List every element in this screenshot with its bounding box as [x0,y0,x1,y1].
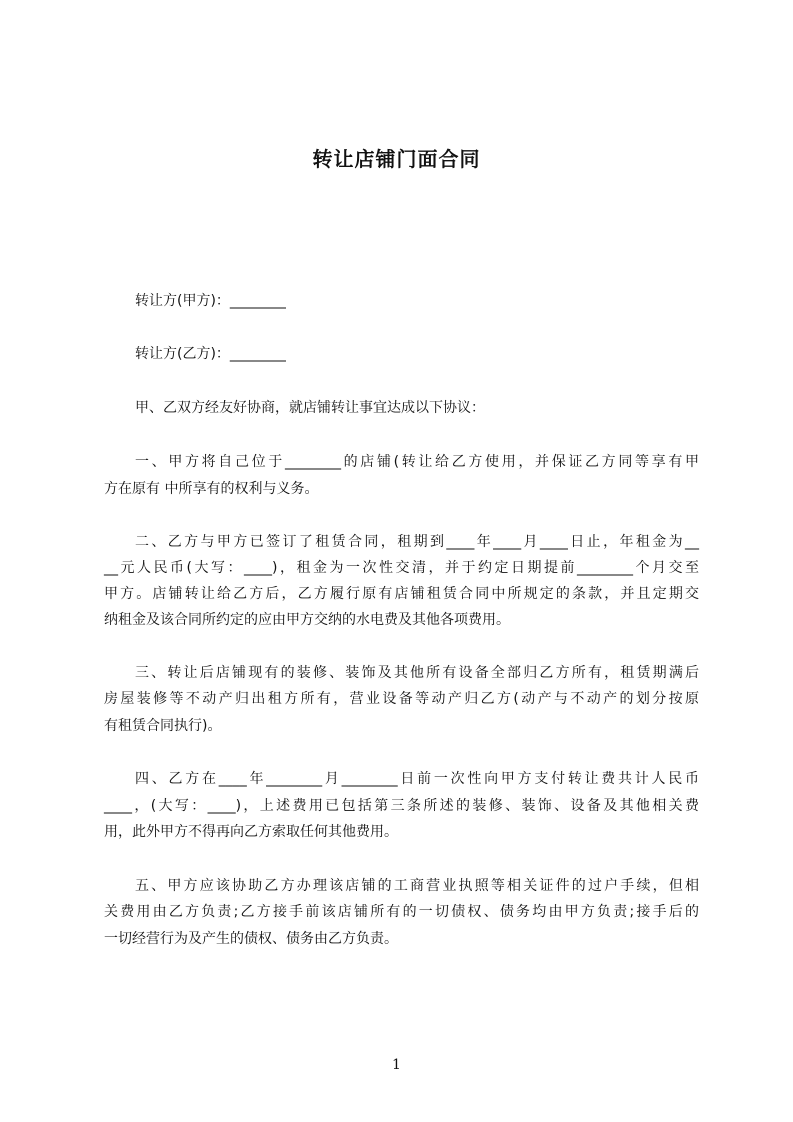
clause-2-line-1: 二、乙方与甲方已签订了租赁合同，租期到____年____月____日止，年租金为__ [135,534,699,550]
party-a-line: 转让方(甲方)：________ [135,293,286,309]
clause-1-line-1: 一、甲方将自己位于________的店铺(转让给乙方使用，并保证乙方同等享有甲 [135,454,699,470]
clause-4-line-1: 四、乙方在____年________月________日前一次性向甲方支付转让费共计人民币 [135,771,699,787]
clause-2-line-2: __元人民币(大写：____)，租金为一次性交清，并于约定日期提前________个月交至 [104,560,699,576]
clause-5-line-2: 关费用由乙方负责;乙方接手前该店铺所有的一切债权、债务均由甲方负责;接手后的 [104,904,699,920]
clause-3-line-2: 房屋装修等不动产归出租方所有，营业设备等动产归乙方(动产与不动产的划分按原 [104,691,699,707]
clause-3-line-1: 三、转让后店铺现有的装修、装饰及其他所有设备全部归乙方所有，租赁期满后 [135,665,699,681]
clause-2-line-3: 甲方。店铺转让给乙方后，乙方履行原有店铺租赁合同中所规定的条款，并且定期交 [104,586,699,602]
clause-1-line-2: 方在原有 中所享有的权利与义务。 [104,481,319,497]
clause-2-line-4: 纳租金及该合同所约定的应由甲方交纳的水电费及其他各项费用。 [104,612,510,628]
clause-5-line-3: 一切经营行为及产生的债权、债务由乙方负责。 [104,931,398,947]
clause-5-line-1: 五、甲方应该协助乙方办理该店铺的工商营业执照等相关证件的过户手续，但相 [135,878,699,894]
intro-line: 甲、乙双方经友好协商，就店铺转让事宜达成以下协议： [135,400,485,416]
clause-4-line-2: ____，(大写：____)，上述费用已包括第三条所述的装修、装饰、设备及其他相关费 [104,798,699,814]
clause-4-line-3: 用，此外甲方不得再向乙方索取任何其他费用。 [104,824,398,840]
page-number: 1 [392,1057,401,1073]
party-b-line: 转让方(乙方)：________ [135,346,286,362]
clause-3-line-3: 有租赁合同执行)。 [104,718,222,734]
document-title: 转让店铺门面合同 [312,147,481,171]
